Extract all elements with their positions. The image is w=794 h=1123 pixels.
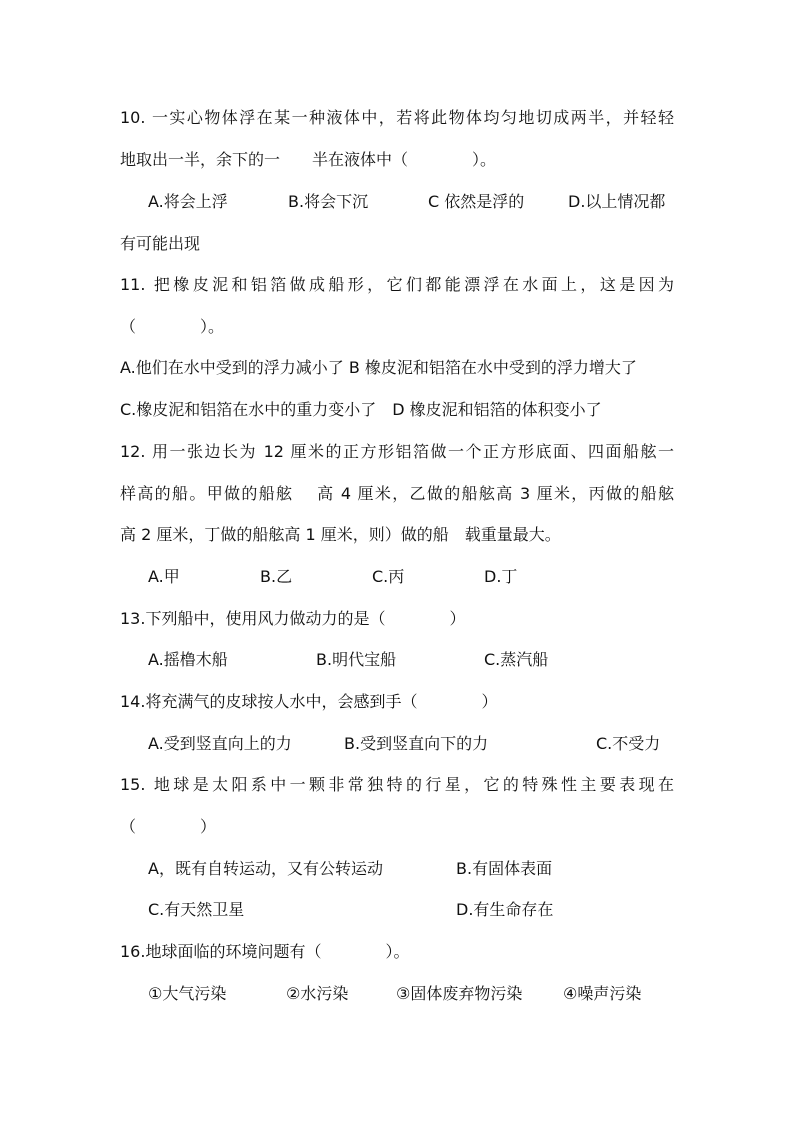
- q16-item-2: ②水污染: [286, 984, 349, 1003]
- q10-stem-line1: 10. 一实心物体浮在某一种液体中，若将此物体均匀地切成两半，并轻轻: [120, 108, 674, 127]
- q14-option-c: C.不受力: [596, 734, 661, 753]
- q12-stem-line1: 12. 用一张边长为 12 厘米的正方形铝箔做一个正方形底面、四面船舷一: [120, 442, 674, 461]
- q11-options-line1: A.他们在水中受到的浮力减小了 B 橡皮泥和铝箔在水中受到的浮力增大了: [120, 358, 637, 377]
- q13-option-b: B.明代宝船: [316, 650, 397, 669]
- q12-option-a: A.甲: [148, 567, 180, 586]
- q15-option-a: A，既有自转运动，又有公转运动: [148, 859, 383, 878]
- q13-stem: 13.下列船中，使用风力做动力的是（ ）: [120, 609, 466, 628]
- q12-option-b: B.乙: [260, 567, 293, 586]
- q16-item-1: ①大气污染: [148, 984, 227, 1003]
- q15-option-b: B.有固体表面: [456, 859, 553, 878]
- q11-stem-line1: 11. 把橡皮泥和铝箔做成船形，它们都能漂浮在水面上，这是因为: [120, 275, 674, 294]
- q10-option-d: D.以上情况都: [568, 192, 666, 211]
- q12-stem-line2: 样高的船。甲做的船舷 高 4 厘米，乙做的船舷高 3 厘米，丙做的船舷: [120, 484, 674, 503]
- q12-option-c: C.丙: [372, 567, 405, 586]
- q15-stem-line2: （ ）: [120, 817, 217, 836]
- q16-stem: 16.地球面临的环境问题有（ ）。: [120, 942, 410, 961]
- q12-stem-line3: 高 2 厘米，丁做的船舷高 1 厘米，则）做的船 载重量最大。: [120, 525, 561, 544]
- q10-option-d-wrap: 有可能出现: [120, 234, 201, 253]
- q10-stem-line2: 地取出一半，余下的一 半在液体中（ ）。: [120, 150, 497, 169]
- q10-option-c: C 依然是浮的: [428, 192, 525, 211]
- q10-option-b: B.将会下沉: [288, 192, 369, 211]
- q13-option-c: C.蒸汽船: [484, 650, 549, 669]
- q14-option-b: B.受到竖直向下的力: [344, 734, 489, 753]
- q11-stem-line2: （ ）。: [120, 317, 225, 336]
- q14-stem: 14.将充满气的皮球按人水中，会感到手（ ）: [120, 692, 498, 711]
- q11-options-line2: C.橡皮泥和铝箔在水中的重力变小了 D 橡皮泥和铝箔的体积变小了: [120, 400, 602, 419]
- q16-item-4: ④噪声污染: [563, 984, 642, 1003]
- q12-option-d: D.丁: [484, 567, 518, 586]
- q16-item-3: ③固体废弃物污染: [396, 984, 523, 1003]
- q10-option-a: A.将会上浮: [148, 192, 228, 211]
- q15-stem-line1: 15. 地球是太阳系中一颗非常独特的行星，它的特殊性主要表现在: [120, 775, 674, 794]
- q15-option-c: C.有天然卫星: [148, 900, 245, 919]
- q15-option-d: D.有生命存在: [456, 900, 554, 919]
- q14-option-a: A.受到竖直向上的力: [148, 734, 292, 753]
- q13-option-a: A.摇橹木船: [148, 650, 228, 669]
